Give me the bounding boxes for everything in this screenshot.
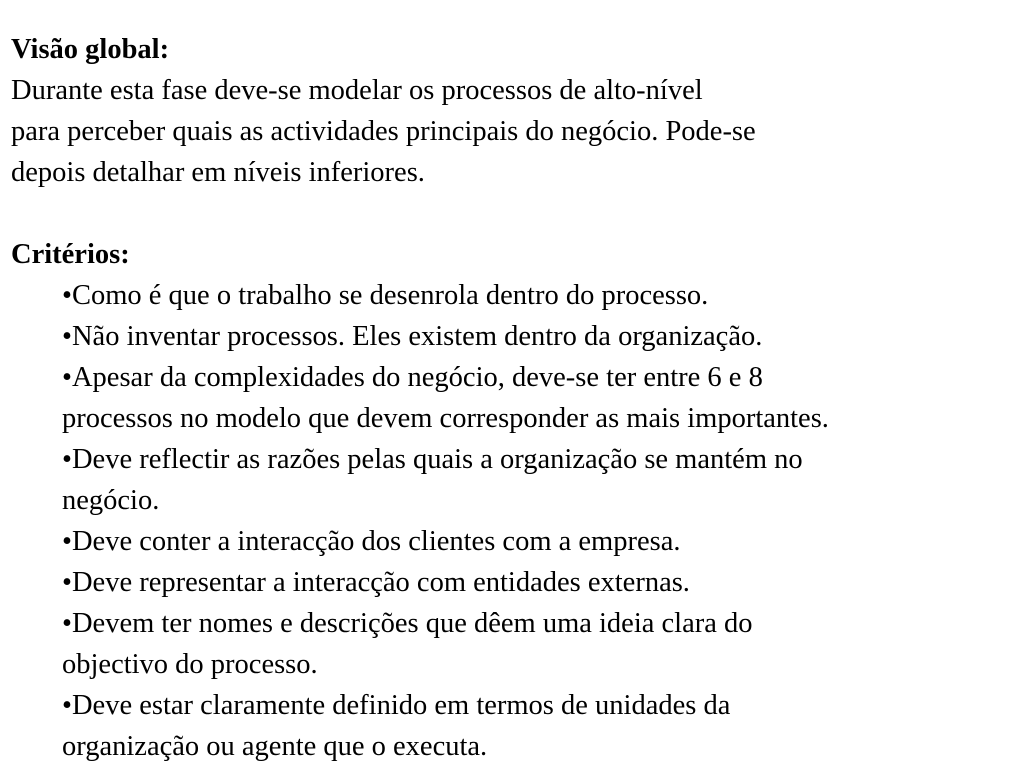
- criteria-item-line: •Como é que o trabalho se desenrola dentro do processo.: [62, 280, 709, 311]
- criteria-item: [62, 316, 1024, 357]
- overview-line: Durante esta fase deve-se modelar os processos de alto-nível: [11, 75, 703, 106]
- overview-heading: Visão global:: [11, 34, 170, 65]
- criteria-item: [62, 521, 1024, 562]
- criteria-list: [11, 275, 1024, 767]
- criteria-item-line: •Deve representar a interacção com entidades externas.: [62, 567, 690, 598]
- criteria-item-line: •Apesar da complexidades do negócio, deve-se ter entre 6 e 8: [62, 362, 763, 393]
- criteria-item-line: •Deve reflectir as razões pelas quais a organização se mantém no: [62, 444, 803, 475]
- criteria-item: [62, 562, 1024, 603]
- criteria-item-line: •Deve estar claramente definido em termos de unidades da: [62, 690, 731, 721]
- criteria-item: [62, 685, 1024, 767]
- criteria-item-line: •Deve conter a interacção dos clientes com a empresa.: [62, 526, 681, 557]
- criteria-item-line: objectivo do processo.: [62, 649, 318, 680]
- criteria-heading: Critérios:: [11, 239, 130, 270]
- overview-section: [11, 29, 1024, 193]
- overview-line: para perceber quais as actividades principais do negócio. Pode-se: [11, 116, 756, 147]
- criteria-item: [62, 275, 1024, 316]
- criteria-item-line: •Devem ter nomes e descrições que dêem uma ideia clara do: [62, 608, 753, 639]
- criteria-item: [62, 439, 1024, 521]
- criteria-section: [11, 234, 1024, 767]
- criteria-item-line: organização ou agente que o executa.: [62, 731, 488, 762]
- criteria-item: [62, 357, 1024, 439]
- overview-line: depois detalhar em níveis inferiores.: [11, 157, 425, 188]
- criteria-item: [62, 603, 1024, 685]
- section-spacer: [11, 193, 1024, 234]
- criteria-item-line: negócio.: [62, 485, 160, 516]
- criteria-item-line: processos no modelo que devem corresponder as mais importantes.: [62, 403, 829, 434]
- criteria-item-line: •Não inventar processos. Eles existem dentro da organização.: [62, 321, 763, 352]
